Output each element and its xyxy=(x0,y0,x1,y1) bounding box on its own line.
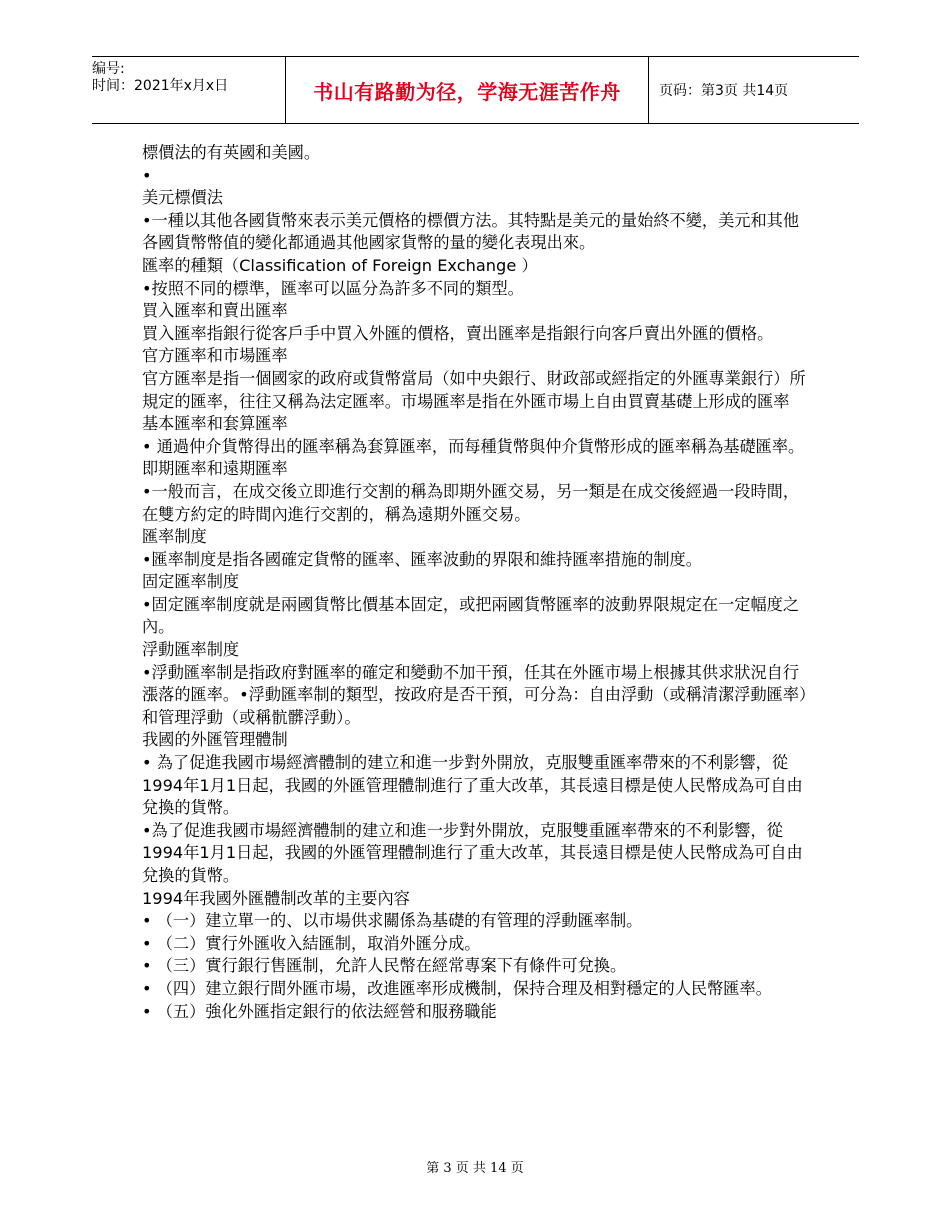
page-footer: 第 3 页 共 14 页 xyxy=(426,1161,524,1176)
paragraph: • 通過仲介貨幣得出的匯率稱為套算匯率，而每種貨幣與仲介貨幣形成的匯率稱為基礎匯率。 xyxy=(142,436,805,456)
page-header xyxy=(92,56,859,124)
section-heading: 1994年我國外匯體制改革的主要內容 xyxy=(142,888,410,908)
paragraph: • 為了促進我國市場經濟體制的建立和進一步對外開放，克服雙重匯率帶來的不利影響，從1994年1月1日起，我國的外匯管理體制進行了重大改革，其長遠目標是使人民幣成為可自由兌換的貨幣。 xyxy=(142,753,803,818)
section-heading: 固定匯率制度 xyxy=(142,572,240,592)
section-heading: 我國的外匯管理體制 xyxy=(142,730,288,750)
section-heading: 匯率的種類（Classification of Foreign Exchange ） xyxy=(142,255,538,275)
section-heading: 浮動匯率制度 xyxy=(142,640,240,660)
paragraph: •一種以其他各國貨幣來表示美元價格的標價方法。其特點是美元的量始終不變，美元和其他各國貨幣幣值的變化都通過其他國家貨幣的量的變化表現出來。 xyxy=(142,210,800,253)
section-heading: 美元標價法 xyxy=(142,188,223,208)
list-item: • （一）建立單一的、以市場供求關係為基礎的有管理的浮動匯率制。 xyxy=(142,911,643,931)
paragraph: •按照不同的標準，匯率可以區分為許多不同的類型。 xyxy=(142,278,524,298)
section-heading: 基本匯率和套算匯率 xyxy=(142,414,288,434)
paragraph: •浮動匯率制是指政府對匯率的確定和變動不加干預，任其在外匯市場上根據其供求狀況自行漲落的匯率。•浮動匯率制的類型，按政府是否干預，可分為：自由浮動（或稱清潔浮動匯率）和管理浮動（或稱骯髒浮動）。 xyxy=(142,662,808,727)
paragraph: •固定匯率制度就是兩國貨幣比價基本固定，或把兩國貨幣匯率的波動界限規定在一定幅度之內。 xyxy=(142,594,800,637)
paragraph: 官方匯率是指一個國家的政府或貨幣當局（如中央銀行、財政部或經指定的外匯專業銀行）所規定的匯率，往往又稱為法定匯率。市場匯率是指在外匯市場上自由買賣基礎上形成的匯率 xyxy=(142,368,806,411)
paragraph: •一般而言，在成交後立即進行交割的稱為即期外匯交易，另一類是在成交後經過一段時間，在雙方約定的時間內進行交割的，稱為遠期外匯交易。 xyxy=(142,481,800,524)
document-time-label: 时间：2021年x月x日 xyxy=(92,78,229,94)
paragraph: • xyxy=(142,165,152,185)
paragraph: 標價法的有英國和美國。 xyxy=(142,143,321,162)
section-heading: 官方匯率和市場匯率 xyxy=(142,346,288,366)
section-heading: 即期匯率和遠期匯率 xyxy=(142,459,288,479)
list-item: • （三）實行銀行售匯制，允許人民幣在經常專案下有條件可兌換。 xyxy=(142,956,627,976)
document-number-label: 编号: xyxy=(92,61,125,77)
paragraph: 買入匯率指銀行從客戶手中買入外匯的價格，賣出匯率是指銀行向客戶賣出外匯的價格。 xyxy=(142,323,774,343)
list-item: • （五）強化外匯指定銀行的依法經營和服務職能 xyxy=(142,1001,497,1021)
list-item: • （二）實行外匯收入結匯制，取消外匯分成。 xyxy=(142,933,481,953)
section-heading: 買入匯率和賣出匯率 xyxy=(142,301,288,321)
list-item: • （四）建立銀行間外匯市場，改進匯率形成機制，保持合理及相對穩定的人民幣匯率。 xyxy=(142,978,772,998)
paragraph: •匯率制度是指各國確定貨幣的匯率、匯率波動的界限和維持匯率措施的制度。 xyxy=(142,549,702,569)
paragraph: •為了促進我國市場經濟體制的建立和進一步對外開放，克服雙重匯率帶來的不利影響，從1994年1月1日起，我國的外匯管理體制進行了重大改革，其長遠目標是使人民幣成為可自由兌換的貨幣。 xyxy=(142,820,803,885)
header-motto: 书山有路勤为径，学海无涯苦作舟 xyxy=(285,57,649,123)
document-body xyxy=(142,142,812,1023)
header-page-number: 页码：第3页 共14页 xyxy=(659,83,789,99)
section-heading: 匯率制度 xyxy=(142,527,207,547)
header-meta xyxy=(92,57,285,123)
